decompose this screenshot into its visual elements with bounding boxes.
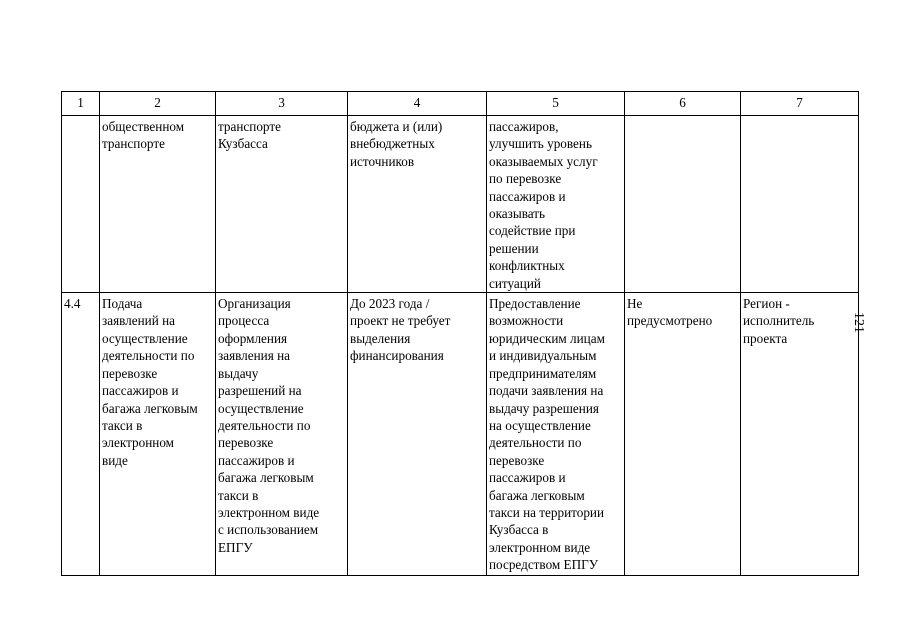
table-cell: пассажиров, улучшить уровень оказываемых услуг по перевозке пассажиров и оказывать содействие при решении конфликтных ситуаций: [487, 116, 625, 293]
table-cell: Предоставление возможности юридическим лицам и индивидуальным предпринимателям подачи заявления на выдачу разрешения на осуществление деятельности по перевозке пассажиров и багажа легковым такси на территории Кузбасса в электронном виде посредством ЕПГУ: [487, 293, 625, 576]
header-cell: 6: [625, 92, 741, 116]
header-cell: 7: [741, 92, 859, 116]
header-cell: 3: [216, 92, 348, 116]
header-cell: 5: [487, 92, 625, 116]
table-cell: [741, 116, 859, 293]
table-row: [62, 116, 859, 293]
table-cell: Организация процесса оформления заявления на выдачу разрешений на осуществление деятельности по перевозке пассажиров и багажа легковым такси в электронном виде с использованием ЕПГУ: [216, 293, 348, 576]
table-cell: Не предусмотрено: [625, 293, 741, 576]
table-cell: Подача заявлений на осуществление деятельности по перевозке пассажиров и багажа легковым такси в электронном виде: [100, 293, 216, 576]
header-cell: 2: [100, 92, 216, 116]
table-header-row: [62, 92, 859, 116]
table-cell: общественном транспорте: [100, 116, 216, 293]
row-number-cell: 4.4: [62, 293, 100, 576]
table-row: [62, 293, 859, 576]
table-cell: бюджета и (или) внебюджетных источников: [348, 116, 487, 293]
header-cell: 4: [348, 92, 487, 116]
header-cell: 1: [62, 92, 100, 116]
table-cell: [625, 116, 741, 293]
table-cell: транспорте Кузбасса: [216, 116, 348, 293]
project-table: [61, 91, 859, 576]
page-number: 121: [851, 312, 866, 333]
table-cell: До 2023 года / проект не требует выделения финансирования: [348, 293, 487, 576]
table-cell: Регион - исполнитель проекта: [741, 293, 859, 576]
row-number-cell: [62, 116, 100, 293]
